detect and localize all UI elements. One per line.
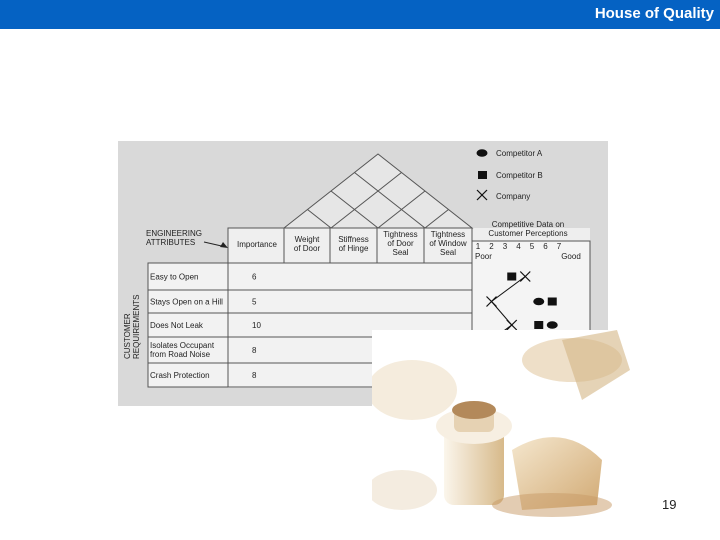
- scale-number: 2: [489, 242, 494, 251]
- competitor-b-mark: [548, 298, 557, 306]
- competitor-a-mark: [547, 321, 558, 329]
- competitor-b-mark: [534, 321, 543, 329]
- column-header: Stiffness: [338, 235, 369, 244]
- column-header: Seal: [439, 248, 457, 257]
- legend-company: Company: [496, 192, 531, 201]
- title-bar: [0, 0, 720, 29]
- importance-value: 5: [252, 297, 257, 307]
- page-number: 19: [662, 497, 677, 512]
- customer-label-line: REQUIREMENTS: [132, 294, 141, 359]
- customer-requirements-label: [123, 295, 141, 359]
- legend-competitor-a-symbol: [477, 149, 488, 157]
- scale-number: 6: [543, 242, 548, 251]
- scale-number: 5: [529, 242, 535, 251]
- column-header: of Window: [429, 239, 467, 248]
- competitor-a-mark: [533, 298, 544, 306]
- scale-number: 1: [475, 242, 481, 251]
- importance-header: Importance: [236, 240, 278, 249]
- importance-value: 8: [252, 346, 257, 355]
- scale-number: 7: [556, 242, 562, 251]
- scale-number: 3: [502, 242, 508, 251]
- engineering-attributes-label: ATTRIBUTES: [146, 238, 196, 247]
- requirement-label: Stays Open on a Hill: [150, 297, 223, 307]
- requirement-label: Crash Protection: [150, 371, 210, 380]
- requirement-label: from Road Noise: [150, 350, 211, 359]
- column-header: Tightness: [383, 230, 418, 239]
- column-header: of Door: [387, 239, 414, 248]
- legend-competitor-b: Competitor B: [496, 171, 543, 180]
- column-header: Weight: [294, 235, 320, 244]
- importance-value: 6: [252, 272, 257, 282]
- importance-value: 10: [252, 321, 261, 330]
- column-header: Seal: [392, 248, 409, 257]
- engineering-arrow-head: [220, 242, 228, 248]
- importance-value: 8: [252, 371, 257, 380]
- column-header: of Hinge: [338, 244, 369, 253]
- column-header: Tightness: [430, 230, 466, 239]
- competitor-b-mark: [507, 273, 516, 281]
- page-title: House of Quality: [594, 5, 714, 22]
- requirement-label: Does Not Leak: [150, 321, 203, 330]
- engineering-attributes-label: ENGINEERING: [146, 229, 203, 238]
- legend-competitor-b-symbol: [478, 171, 487, 179]
- scale-number: 4: [516, 242, 521, 251]
- chess-piece-image: [372, 330, 630, 520]
- column-header: of Door: [293, 244, 321, 253]
- competitive-title: Customer Perceptions: [488, 229, 568, 238]
- scale-good: Good: [561, 252, 581, 261]
- customer-label-line: CUSTOMER: [123, 313, 132, 359]
- competitive-title: Competitive Data on: [491, 220, 565, 229]
- legend-competitor-a: Competitor A: [496, 149, 543, 158]
- requirement-label: Easy to Open: [150, 272, 199, 282]
- requirement-label: Isolates Occupant: [150, 341, 215, 350]
- scale-poor: Poor: [475, 252, 492, 261]
